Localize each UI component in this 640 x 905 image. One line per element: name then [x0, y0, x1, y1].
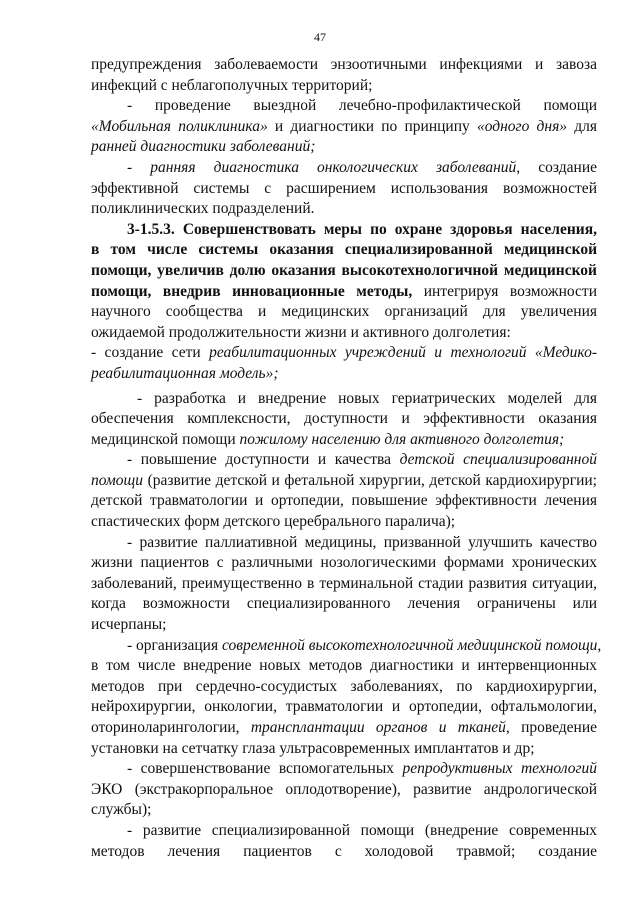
- italic-phrase: современной высокотехнологичной медицинской помощи,: [221, 636, 602, 654]
- bold-phrase: помощи, внедрив инновационные методы,: [91, 282, 413, 300]
- text-line: когда возможности специализированного лечения ограничены или: [91, 595, 597, 613]
- text-line: [91, 158, 597, 179]
- text-run: создание: [520, 158, 597, 176]
- text-line: заболеваний, преимущественно в терминальной стадии развития ситуации,: [91, 574, 597, 592]
- text-line: [91, 282, 597, 303]
- italic-phrase: «Мобильная поликлиника»: [91, 117, 268, 135]
- text-line: [91, 117, 597, 138]
- text-run: -: [127, 158, 151, 176]
- text-line: [91, 430, 597, 451]
- body-text: [91, 55, 602, 862]
- text-run: проведение: [509, 719, 598, 736]
- text-run: и диагностики по принципу: [267, 117, 477, 135]
- italic-phrase: «одного дня»: [476, 117, 568, 135]
- text-line: - проведение выездной лечебно-профилактической помощи: [127, 97, 597, 115]
- text-line: методов при сердечно-сосудистых заболеваниях, по кардиохирургии,: [91, 677, 597, 695]
- text-line: - разработка и внедрение новых гериатрических моделей для: [137, 389, 597, 407]
- text-line: предупреждения заболеваемости энзоотичными инфекциями и завоза: [91, 56, 597, 73]
- text-line: установки на сетчатку глаза ультрасовременных имплантатов и др;: [91, 739, 535, 757]
- text-run: - организация: [127, 636, 222, 654]
- text-line: исчерпаны;: [91, 616, 167, 634]
- section-heading-line: в том числе системы оказания специализированной медицинской: [91, 241, 597, 259]
- text-run: для: [567, 117, 598, 135]
- text-run: - повышение доступности и качества: [127, 451, 400, 469]
- section-heading-line: 3-1.5.3. Совершенствовать меры по охране здоровья населения,: [127, 220, 597, 238]
- italic-phrase: детской специализированной: [399, 451, 597, 469]
- text-line: нейрохирургии, онкологии, травматологии и ортопедии, офтальмологии,: [91, 698, 597, 716]
- text-line: обеспечения комплексности, доступности и эффективности оказания: [91, 410, 597, 428]
- text-line: научного сообщества и медицинских организаций для увеличения: [91, 303, 597, 321]
- text-run: - совершенствование вспомогательных: [127, 760, 403, 778]
- italic-phrase: репродуктивных технологий: [402, 760, 597, 778]
- text-line: [91, 759, 597, 780]
- page-number: 47: [314, 30, 326, 44]
- italic-phrase: пожилому населению для активного долголетия;: [239, 430, 565, 448]
- italic-phrase: реабилитационных учреждений и технологий «Медико-: [209, 344, 597, 362]
- text-line: детской травматологии и ортопедии, повышение эффективности лечения: [91, 492, 597, 510]
- text-line: методов лечения пациентов с холодовой травмой; создание: [91, 842, 597, 860]
- text-line: [91, 343, 597, 364]
- text-line: инфекций с неблагополучных территорий;: [91, 76, 373, 94]
- section-heading-line: помощи, увеличив долю оказания высокотехнологичной медицинской: [91, 261, 597, 279]
- text-line: - развитие специализированной помощи (внедрение современных: [127, 821, 597, 839]
- text-line: - развитие паллиативной медицины, призванной улучшить качество: [127, 533, 597, 551]
- text-line: реабилитационная модель»;: [91, 364, 279, 382]
- text-line: [91, 450, 597, 471]
- text-run: интегрируя возможности: [412, 282, 597, 300]
- text-line: поликлинических подразделений.: [91, 200, 315, 218]
- text-line: [91, 636, 602, 657]
- italic-phrase: помощи: [91, 471, 144, 489]
- text-line: [91, 471, 597, 492]
- text-run: (развитие детской и фетальной хирургии, детской кардиохирургии;: [143, 471, 597, 489]
- italic-phrase: трансплантации органов и тканей,: [250, 719, 510, 736]
- text-run: медицинской помощи: [91, 430, 240, 448]
- text-line: жизни пациентов с различными нозологическими формами хронических: [91, 554, 597, 572]
- text-line: [91, 718, 597, 739]
- text-line: спастических форм детского церебрального паралича);: [91, 513, 456, 531]
- italic-phrase: ранняя диагностика онкологических заболеваний,: [150, 158, 521, 176]
- text-line: эффективной системы с расширением использования возможностей: [91, 179, 597, 197]
- text-run: оториноларингологии,: [91, 719, 251, 736]
- text-line: ожидаемой продолжительности жизни и активного долголетия:: [91, 323, 511, 341]
- text-line: ЭКО (экстракорпоральное оплодотворение), развитие андрологической: [91, 780, 597, 798]
- text-line: службы);: [91, 801, 152, 819]
- text-run: - создание сети: [91, 344, 210, 362]
- text-line: ранней диагностики заболеваний;: [91, 138, 316, 156]
- text-line: в том числе внедрение новых методов диагностики и интервенционных: [91, 657, 597, 675]
